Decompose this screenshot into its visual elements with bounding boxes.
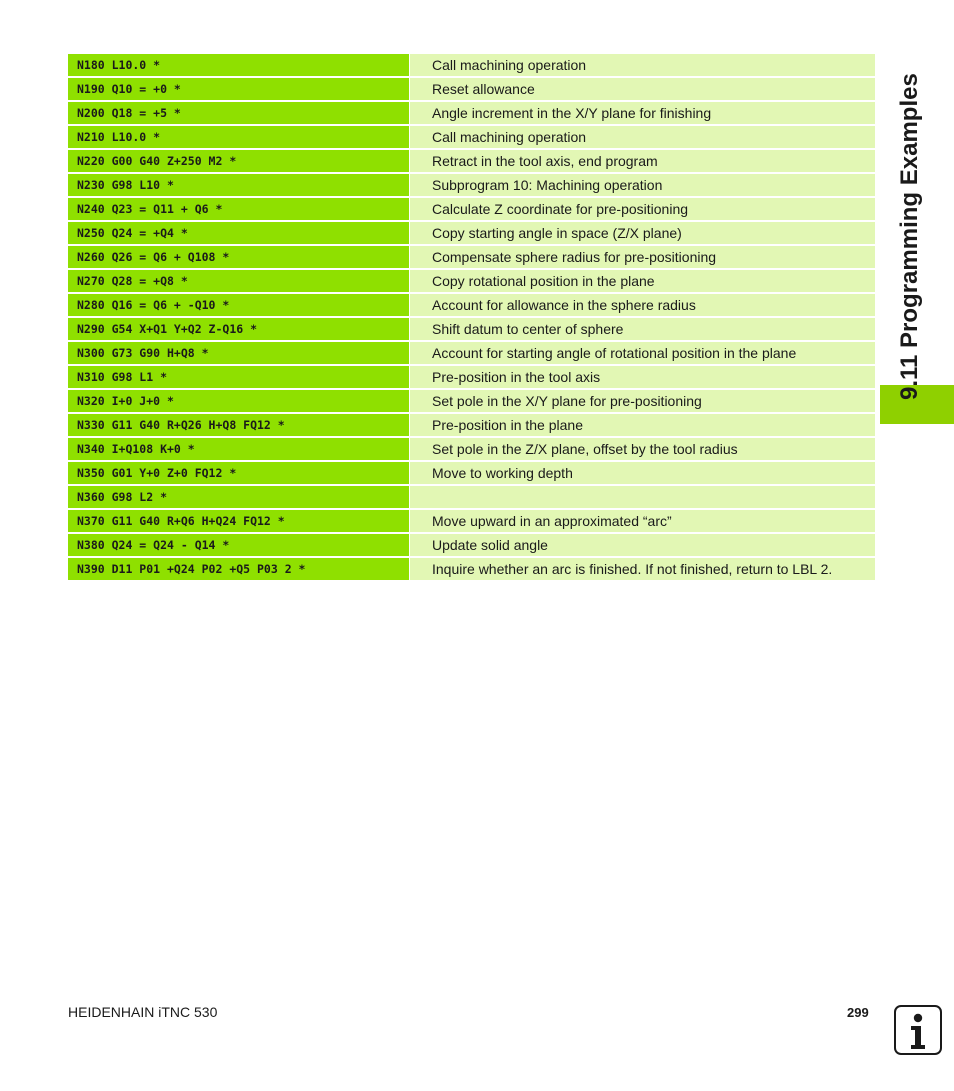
description-cell: Retract in the tool axis, end program (410, 150, 875, 172)
nc-code-cell: N250 Q24 = +Q4 * (68, 222, 409, 244)
table-row (68, 558, 875, 580)
description-cell (410, 486, 875, 508)
nc-code-cell: N240 Q23 = Q11 + Q6 * (68, 198, 409, 220)
description-cell: Set pole in the Z/X plane, offset by the tool radius (410, 438, 875, 460)
description-cell: Update solid angle (410, 534, 875, 556)
description-cell: Set pole in the X/Y plane for pre-positioning (410, 390, 875, 412)
table-row (68, 270, 875, 292)
table-row (68, 78, 875, 100)
table-row (68, 318, 875, 340)
info-icon (894, 1005, 942, 1055)
table-row (68, 486, 875, 508)
description-cell: Reset allowance (410, 78, 875, 100)
description-cell: Copy starting angle in space (Z/X plane) (410, 222, 875, 244)
table-row (68, 246, 875, 268)
nc-code-cell: N190 Q10 = +0 * (68, 78, 409, 100)
description-cell: Account for allowance in the sphere radius (410, 294, 875, 316)
table-row (68, 390, 875, 412)
table-row (68, 510, 875, 532)
nc-code-cell: N200 Q18 = +5 * (68, 102, 409, 124)
nc-code-cell: N300 G73 G90 H+Q8 * (68, 342, 409, 364)
table-row (68, 342, 875, 364)
nc-code-cell: N230 G98 L10 * (68, 174, 409, 196)
table-row (68, 126, 875, 148)
nc-code-cell: N370 G11 G40 R+Q6 H+Q24 FQ12 * (68, 510, 409, 532)
table-row (68, 222, 875, 244)
description-cell: Account for starting angle of rotational position in the plane (410, 342, 875, 364)
table-row (68, 294, 875, 316)
nc-code-cell: N220 G00 G40 Z+250 M2 * (68, 150, 409, 172)
nc-code-cell: N280 Q16 = Q6 + -Q10 * (68, 294, 409, 316)
table-row (68, 414, 875, 436)
nc-code-cell: N180 L10.0 * (68, 54, 409, 76)
nc-code-cell: N340 I+Q108 K+0 * (68, 438, 409, 460)
description-cell: Call machining operation (410, 126, 875, 148)
footer-brand: HEIDENHAIN iTNC 530 (68, 1004, 218, 1020)
description-cell: Copy rotational position in the plane (410, 270, 875, 292)
nc-code-cell: N210 L10.0 * (68, 126, 409, 148)
description-cell: Angle increment in the X/Y plane for finishing (410, 102, 875, 124)
description-cell: Pre-position in the tool axis (410, 366, 875, 388)
program-table (68, 54, 875, 582)
nc-code-cell: N310 G98 L1 * (68, 366, 409, 388)
description-cell: Move to working depth (410, 462, 875, 484)
description-cell: Compensate sphere radius for pre-positioning (410, 246, 875, 268)
nc-code-cell: N360 G98 L2 * (68, 486, 409, 508)
nc-code-cell: N290 G54 X+Q1 Y+Q2 Z-Q16 * (68, 318, 409, 340)
description-cell: Shift datum to center of sphere (410, 318, 875, 340)
table-row (68, 462, 875, 484)
description-cell: Subprogram 10: Machining operation (410, 174, 875, 196)
table-row (68, 534, 875, 556)
description-cell: Inquire whether an arc is finished. If not finished, return to LBL 2. (410, 558, 875, 580)
section-title: 9.11 Programming Examples (896, 73, 923, 400)
table-row (68, 366, 875, 388)
nc-code-cell: N380 Q24 = Q24 - Q14 * (68, 534, 409, 556)
nc-code-cell: N270 Q28 = +Q8 * (68, 270, 409, 292)
table-row (68, 102, 875, 124)
nc-code-cell: N390 D11 P01 +Q24 P02 +Q5 P03 2 * (68, 558, 409, 580)
table-row (68, 54, 875, 76)
nc-code-cell: N320 I+0 J+0 * (68, 390, 409, 412)
table-row (68, 174, 875, 196)
nc-code-cell: N260 Q26 = Q6 + Q108 * (68, 246, 409, 268)
description-cell: Calculate Z coordinate for pre-positioning (410, 198, 875, 220)
description-cell: Pre-position in the plane (410, 414, 875, 436)
description-cell: Move upward in an approximated “arc” (410, 510, 875, 532)
table-row (68, 198, 875, 220)
table-row (68, 438, 875, 460)
nc-code-cell: N330 G11 G40 R+Q26 H+Q8 FQ12 * (68, 414, 409, 436)
nc-code-cell: N350 G01 Y+0 Z+0 FQ12 * (68, 462, 409, 484)
page-number: 299 (847, 1005, 869, 1020)
description-cell: Call machining operation (410, 54, 875, 76)
table-row (68, 150, 875, 172)
